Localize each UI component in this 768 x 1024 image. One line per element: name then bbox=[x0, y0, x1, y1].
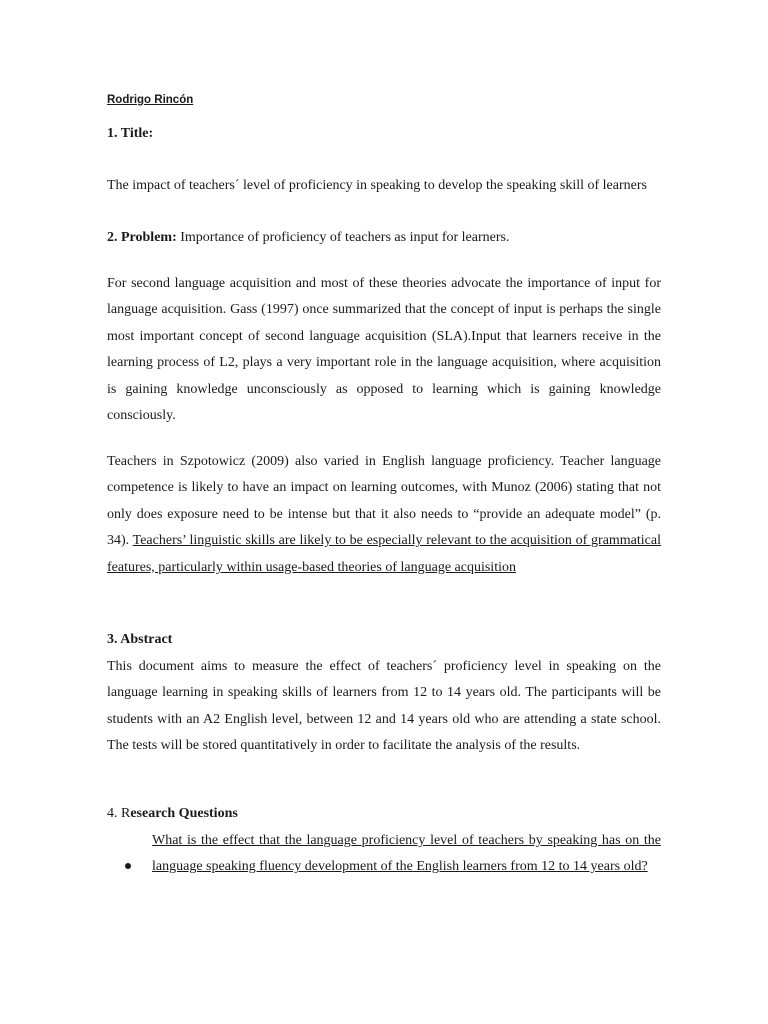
author-name: Rodrigo Rincón bbox=[107, 94, 194, 106]
abstract-heading-label: 3. Abstract bbox=[107, 632, 173, 647]
research-question-item: What is the effect that the language proficiency level of teachers by speaking has on the language speaking fluency development of the English learners from 12 to 14 years old? bbox=[152, 833, 661, 875]
bullet-icon bbox=[125, 863, 131, 869]
problem-paragraph-2-text: Teachers in Szpotowicz (2009) also varied in English language proficiency. Teacher language competence is likely to have an impact on learning outcomes, with Munoz (2006) stating that not only does exposure need to be intense but that it also needs to “provide an adequate model” (p. 34). bbox=[107, 454, 661, 549]
abstract-heading bbox=[107, 632, 172, 648]
problem-paragraph-2 bbox=[107, 449, 661, 581]
problem-paragraph-2-underlined: Teachers’ linguistic skills are likely to be especially relevant to the acquisition of grammatical features, particularly within usage-based theories of language acquisition bbox=[107, 533, 661, 575]
abstract-text: This document aims to measure the effect of teachers´ proficiency level in speaking on the language learning in speaking skills of learners from 12 to 14 years old. The participants will be students with an A2 English level, between 12 and 14 years old who are attending a state school. The tests will be stored quantitatively in order to facilitate the analysis of the results. bbox=[107, 659, 661, 754]
research-questions-heading bbox=[107, 806, 238, 822]
title-heading-label: 1. Title: bbox=[107, 126, 154, 141]
problem-text: Importance of proficiency of teachers as input for learners. bbox=[180, 230, 510, 245]
title-heading bbox=[107, 126, 153, 142]
problem-heading-label: 2. Problem: bbox=[107, 230, 177, 245]
research-questions-heading-rest: esearch Questions bbox=[130, 806, 238, 821]
problem-paragraph-1: For second language acquisition and most of these theories advocate the importance of input for language acquisition. Gass (1997) once summarized that the concept of input is perhaps the single most important concept of second language acquisition (SLA).Input that learners receive in the learning process of L2, plays a very important role in the language acquisition, where acquisition is gaining knowledge unconsciously as opposed to learning which is gaining knowledge consciously. bbox=[107, 276, 661, 424]
title-text: The impact of teachers´ level of proficiency in speaking to develop the speaking skill of learners bbox=[107, 178, 647, 193]
problem-heading bbox=[107, 230, 509, 246]
research-questions-heading-prefix: 4. R bbox=[107, 806, 131, 821]
